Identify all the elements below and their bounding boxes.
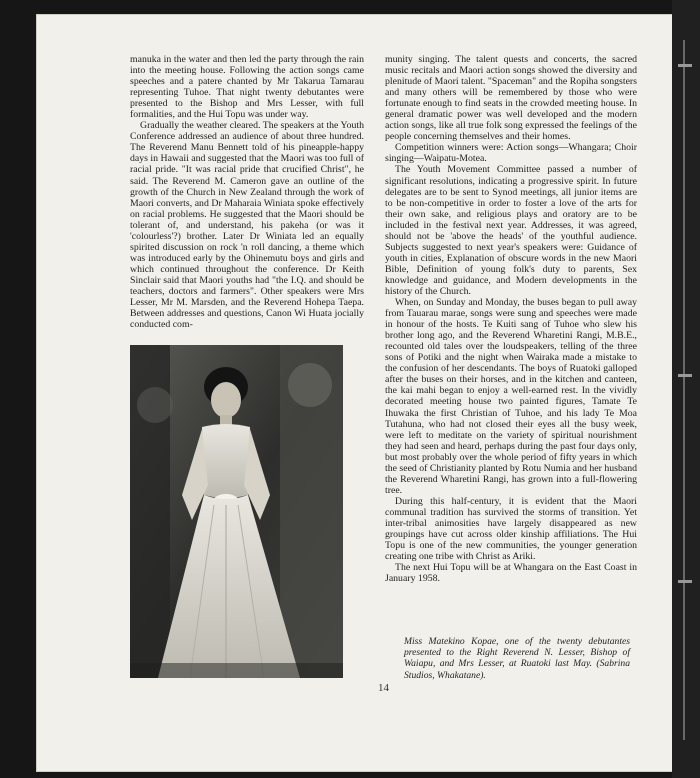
right-paragraph-6: The next Hui Topu will be at Whangara on the East Coast in January 1958. [385,562,637,585]
right-paragraph-2: Competition winners were: Action songs—Whangara; Choir singing—Waipatu-Motea. [385,142,637,165]
left-paragraph-1: manuka in the water and then led the party through the rain into the meeting house. Following the action songs came speeches and a patere chanted by Mr Takarua Tamarau representing Tuhoe. That night twenty debutantes were presented to the Bishop and Mrs Lesser, with full formalities, and the Hui Topu was under way. [130,54,364,121]
right-paragraph-5: During this half-century, it is evident that the Maori communal tradition has survived the storms of transition. Yet inter-tribal animosities have largely disappeared as new groupings have cut across older kinship affiliations. The Hui Topu is one of the new communities, the younger generation creating one tribe with Christ as Ariki. [385,495,637,563]
binding-edge [672,0,700,778]
debutante-portrait-photo [130,345,343,678]
binding-line [683,40,685,740]
binding-mark [678,374,692,377]
page-number: 14 [378,682,389,694]
right-paragraph-1: munity singing. The talent quests and concerts, the sacred music recitals and Maori action songs showed the diversity and plenitude of Maori talent. "Spaceman" and the Ropiha songsters and many others will be remembered by those who were fortunate enough to find seats in the crowded meeting house. In general dramatic power was well developed and the modern action songs, like all true folk song expressed the feelings of the people concerning themselves and their homes. [385,54,637,143]
binding-mark [678,580,692,583]
right-text-column [385,54,637,584]
portrait-photo-icon [130,345,343,678]
right-paragraph-3: The Youth Movement Committee passed a number of significant resolutions, indicating a progressive spirit. In future delegates are to be sent to Synod meetings, all junior items are to be non-competitive in order to foster a love of the arts for their own sake, and religious plays and oratory are to be included in the festival next year. Addresses, it was agreed, should not be 'above the heads' of the youthful audience. Subjects suggested to next year's speakers were: Guidance of youth in cities, Explanation of obscure words in the new Maori Bible, Definition of young folk's duty to parents, Sex knowledge and guidance, and Modern developments in the history of the Church. [385,164,637,297]
photo-caption: Miss Matekino Kopae, one of the twenty debutantes presented to the Right Reverend N. Lesser, Bishop of Waiapu, and Mrs Lesser, at Ruatoki last May. (Sabrina Studios, Whakatane). [404,636,630,681]
right-paragraph-4: When, on Sunday and Monday, the buses began to pull away from Tauarau marae, songs were sung and speeches were made in honour of the hosts. Te Kuiti sang of Tuhoe who slew his brother long ago, and the Reverend Wharetini Rangi, M.B.E., recounted old tales over the loudspeakers, telling of the three sons of Potiki and the night when Wairaka made a mistake to the confusion of her descendants. The boys of Ruatoki galloped after the buses on their horses, and in the kitchen and canteen, the kai mahi began to enjoy a well-earned rest. In the vividly decorated meeting house two painted figures, Tamate Te Ihuwaka the first Christian of Tuhoe, and his lady Te Moa Tutahuna, who had not closed their eyes all the busy week, were left to meditate on the variety of spiritual nourishment they had seen and heard, perhaps during the past four days only, but most probably over the whole period of fifty years in which the seed of Christianity planted by Rotu Numia and her husband the Reverend Wharetini Rangi, has grown into a full-flowering tree. [385,297,637,496]
left-text-column [130,54,364,330]
binding-mark [678,64,692,67]
left-paragraph-2: Gradually the weather cleared. The speakers at the Youth Conference addressed an audience of about three hundred. The Reverend Manu Bennett told of his pineapple-happy days in Hawaii and suggested that the Maori was too full of racial pride. "It was racial pride that crucified Christ", he said. The Reverend M. Cameron gave an outline of the growth of the Church in New Zealand through the work of Maori converts, and Dr Maharaia Winiata spoke effectively on racial problems. He suggested that the Maori should be tolerant of, and understand, his pakeha (or was it 'colourless'?) brother. Later Dr Winiata led an equally spirited discussion on rock 'n roll dancing, a theme which was introduced early by the Ohinemutu boys and girls and which continued throughout the conference. Dr Keith Sinclair said that Maori youths had "the I.Q. and should be teachers, doctors and farmers". Other speakers were Mrs Lesser, Mr M. Marsden, and the Reverend Hohepa Taepa. Between addresses and questions, Canon Wi Huata jocially conducted com- [130,120,364,331]
